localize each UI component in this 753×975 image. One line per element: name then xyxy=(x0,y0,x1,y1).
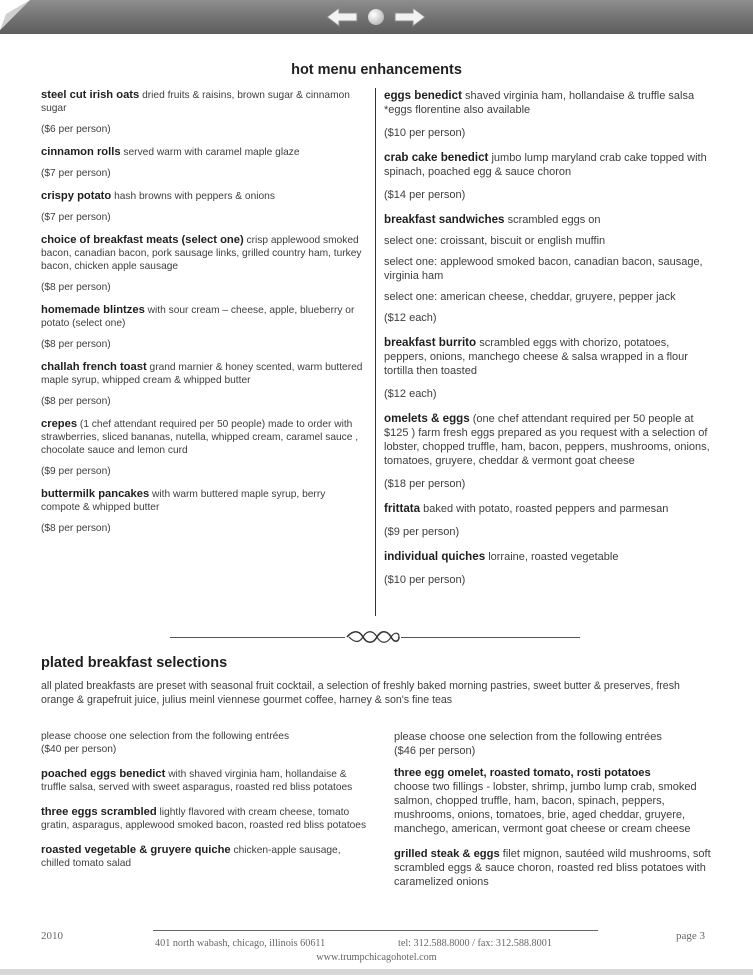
item-name: cinnamon rolls xyxy=(41,146,121,158)
item-name: individual quiches xyxy=(384,550,486,563)
item-description: baked with potato, roasted peppers and parmesan xyxy=(423,503,669,515)
menu-item xyxy=(384,151,714,202)
footer-rule xyxy=(153,930,598,931)
item-description: hash browns with peppers & onions xyxy=(114,191,275,202)
entree-item xyxy=(41,844,371,870)
item-description: (one chef attendant required per 50 people at $125 ) farm fresh eggs prepared as you request with a selection of lobster, chopped truffle, ham, bacon, peppers, mushrooms, onions, tomatoes, gruyere, cheddar & vermont goat cheese xyxy=(384,413,710,467)
selection-price: ($40 per person) xyxy=(41,744,117,755)
item-price: ($18 per person) xyxy=(384,478,466,490)
menu-item xyxy=(384,213,714,325)
item-price: ($8 per person) xyxy=(41,523,111,534)
item-name: buttermilk pancakes xyxy=(41,488,150,500)
dot-icon[interactable] xyxy=(368,9,384,25)
item-description: (1 chef attendant required per 50 people) made to order with strawberries, sliced bananas, nutella, whipped cream, caramel sauce , chocolate sauce and lemon curd xyxy=(41,419,359,456)
item-price: ($12 each) xyxy=(384,312,437,324)
item-price: ($8 per person) xyxy=(41,396,111,407)
footer-address: 401 north wabash, chicago, illinois 60611 xyxy=(155,938,326,949)
footer-phone: tel: 312.588.8000 / fax: 312.588.8001 xyxy=(398,938,552,949)
right-arrow-icon xyxy=(393,6,427,28)
next-page-button[interactable] xyxy=(392,5,428,29)
item-name: choice of breakfast meats (select one) xyxy=(41,234,244,246)
item-name: frittata xyxy=(384,502,421,515)
menu-item xyxy=(41,304,367,351)
footer-website[interactable]: www.trumpchicagohotel.com xyxy=(316,952,437,963)
hot-menu-heading: hot menu enhancements xyxy=(291,62,462,78)
item-description: jumbo lump maryland crab cake topped with spinach, poached egg & sauce choron xyxy=(384,152,707,178)
plated-right-column xyxy=(394,730,714,900)
item-description: grand marnier & honey scented, warm buttered maple syrup, whipped cream & whipped butter xyxy=(41,362,363,386)
item-name: breakfast burrito xyxy=(384,336,477,349)
menu-item xyxy=(384,550,714,587)
item-description: crisp applewood smoked bacon, canadian bacon, pork sausage links, grilled country ham, turkey bacon, chicken apple sausage xyxy=(41,235,362,272)
entree-name: poached eggs benedict xyxy=(41,768,166,780)
previous-page-button[interactable] xyxy=(324,5,360,29)
scroll-ornament-icon xyxy=(345,629,401,645)
menu-item xyxy=(384,336,714,401)
entree-item xyxy=(394,847,714,889)
choose-text: please choose one selection from the following entrées xyxy=(41,731,290,742)
item-name: breakfast sandwiches xyxy=(384,213,505,226)
menu-item xyxy=(384,412,714,491)
plated-left-column xyxy=(41,730,371,882)
item-name: crepes xyxy=(41,418,78,430)
item-price: ($10 per person) xyxy=(384,127,466,139)
item-description: with sour cream – cheese, apple, blueberry or potato (select one) xyxy=(41,305,355,329)
entree-item xyxy=(394,766,714,836)
item-price: ($6 per person) xyxy=(41,124,111,135)
item-price: ($9 per person) xyxy=(384,526,460,538)
item-price: ($10 per person) xyxy=(384,574,466,586)
viewer-toolbar xyxy=(0,0,753,34)
entree-item xyxy=(41,768,371,794)
menu-item xyxy=(41,146,367,180)
entree-description: chicken-apple sausage, chilled tomato salad xyxy=(41,845,341,869)
item-name: steel cut irish oats xyxy=(41,89,140,101)
item-price: ($12 each) xyxy=(384,388,437,400)
choose-text: please choose one selection from the following entrées xyxy=(394,731,662,743)
menu-item xyxy=(41,190,367,224)
item-description: lorraine, roasted vegetable xyxy=(488,551,619,563)
item-name: omelets & eggs xyxy=(384,412,470,425)
entree-name: grilled steak & eggs xyxy=(394,848,500,860)
item-price: ($8 per person) xyxy=(41,339,111,350)
item-description: scrambled eggs on xyxy=(507,214,601,226)
selection-instructions xyxy=(41,730,371,756)
selection-instructions xyxy=(394,730,714,758)
entree-item xyxy=(41,806,371,832)
plated-breakfast-heading: plated breakfast selections xyxy=(41,655,228,671)
menu-item xyxy=(41,488,367,535)
item-price: ($7 per person) xyxy=(41,168,111,179)
footer-year: 2010 xyxy=(41,930,63,942)
column-divider xyxy=(375,88,376,616)
item-name: homemade blintzes xyxy=(41,304,145,316)
entree-description: filet mignon, sautéed wild mushrooms, soft scrambled eggs & sauce choron, roasted red bliss potatoes with caramelized onions xyxy=(394,848,711,888)
hot-menu-right-column xyxy=(384,89,714,598)
hot-menu-left-column xyxy=(41,89,367,545)
entree-description: lightly flavored with cream cheese, tomato gratin, asparagus, applewood smoked bacon, roasted red bliss potatoes xyxy=(41,807,367,831)
item-name: challah french toast xyxy=(41,361,147,373)
page-curl-icon[interactable] xyxy=(0,0,34,34)
menu-item xyxy=(41,234,367,294)
item-description: with warm buttered maple syrup, berry compote & whipped butter xyxy=(41,489,326,513)
menu-item xyxy=(41,89,367,136)
menu-item xyxy=(41,361,367,408)
option-line: select one: applewood smoked bacon, canadian bacon, sausage, virginia ham xyxy=(384,256,703,282)
item-price: ($7 per person) xyxy=(41,212,111,223)
item-description: scrambled eggs with chorizo, potatoes, peppers, onions, manchego cheese & salsa wrapped in a flour tortilla then toasted xyxy=(384,337,688,377)
divider-line xyxy=(170,637,345,638)
entree-description: choose two fillings - lobster, shrimp, jumbo lump crab, smoked salmon, chopped truffle, ham, bacon, spinach, peppers, mushrooms, onions, tomatoes, brie, aged cheddar, gruyere, manchego, american, vermont goat cheese or cream cheese xyxy=(394,781,697,835)
item-description: dried fruits & raisins, brown sugar & cinnamon sugar xyxy=(41,90,350,114)
ornamental-divider xyxy=(170,629,580,645)
page-bottom-edge xyxy=(0,969,753,975)
item-price: ($14 per person) xyxy=(384,189,466,201)
page-navigation xyxy=(324,5,428,29)
entree-description: with shaved virginia ham, hollandaise & truffle salsa, served with sweet asparagus, roasted red bliss potatoes xyxy=(41,769,353,793)
option-line: select one: croissant, biscuit or english muffin xyxy=(384,235,606,247)
selection-price: ($46 per person) xyxy=(394,745,476,757)
menu-item xyxy=(384,502,714,539)
menu-item xyxy=(384,89,714,140)
entree-name: three egg omelet, roasted tomato, rosti potatoes xyxy=(394,767,651,779)
option-line: select one: american cheese, cheddar, gruyere, pepper jack xyxy=(384,291,676,303)
entree-name: three eggs scrambled xyxy=(41,806,157,818)
item-name: crispy potato xyxy=(41,190,112,202)
item-description: shaved virginia ham, hollandaise & truffle salsa *eggs florentine also available xyxy=(384,90,695,116)
page-number: page 3 xyxy=(676,930,706,942)
entree-name: roasted vegetable & gruyere quiche xyxy=(41,844,231,856)
divider-line xyxy=(401,637,580,638)
item-price: ($9 per person) xyxy=(41,466,111,477)
item-heading-line xyxy=(384,213,714,227)
item-name: crab cake benedict xyxy=(384,151,489,164)
plated-intro: all plated breakfasts are preset with seasonal fruit cocktail, a selection of freshly baked morning pastries, sweet butter & preserves, fresh orange & grapefruit juice, julius meinl viennese gourmet coffee, harney & son's fine teas xyxy=(41,680,680,706)
item-description: served warm with caramel maple glaze xyxy=(123,147,300,158)
left-arrow-icon xyxy=(325,6,359,28)
menu-item xyxy=(41,418,367,478)
item-price: ($8 per person) xyxy=(41,282,111,293)
item-name: eggs benedict xyxy=(384,89,462,102)
